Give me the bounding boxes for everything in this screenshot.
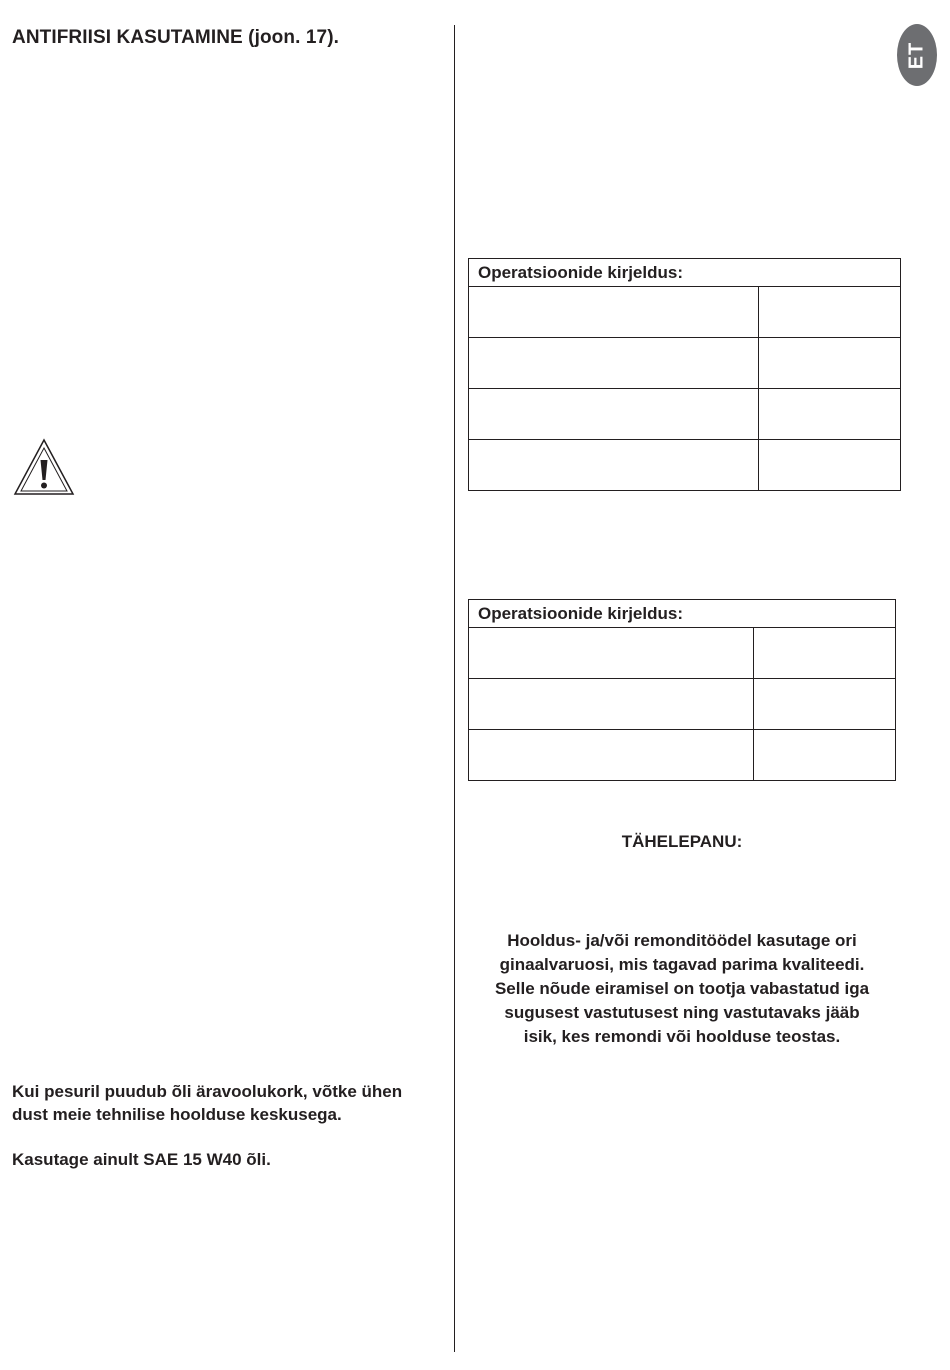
operations-table-2 [468,599,896,781]
table-row [469,679,896,730]
table-row [469,287,901,338]
column-divider [454,25,455,1352]
table-row [469,389,901,440]
attention-line: isik, kes remondi või hoolduse teostas. [523,1027,841,1046]
attention-line: Hooldus- ja/või remonditöödel kasutage ori [507,931,857,950]
table-cell [754,679,896,730]
table-row [469,628,896,679]
attention-heading: TÄHELEPANU: [621,832,743,851]
oil-drain-note [12,1080,452,1126]
table-cell [759,440,901,491]
language-badge-label: ET [905,41,928,69]
attention-line: sugusest vastutusest ning vastutavaks jääb [504,1003,860,1022]
table-cell [759,338,901,389]
table-row [469,338,901,389]
operations-table-1 [468,258,901,491]
table-cell [759,389,901,440]
table-cell [754,628,896,679]
warning-triangle-icon [12,437,76,497]
operations-table-header: Operatsioonide kirjeldus: [469,259,901,287]
table-row [469,730,896,781]
table-cell [469,679,754,730]
operations-table-header: Operatsioonide kirjeldus: [469,600,896,628]
oil-type-note: Kasutage ainult SAE 15 W40 õli. [12,1150,271,1169]
table-cell [469,730,754,781]
table-cell [759,287,901,338]
section-title: ANTIFRIISI KASUTAMINE (joon. 17). [12,27,339,48]
table-cell [469,338,759,389]
table-cell [469,440,759,491]
table-cell [469,389,759,440]
attention-line: Selle nõude eiramisel on tootja vabastatud iga [494,979,870,998]
table-cell [469,628,754,679]
table-row [469,440,901,491]
attention-text [460,929,904,1049]
table-cell [469,287,759,338]
attention-line: ginaalvaruosi, mis tagavad parima kvaliteedi. [499,955,865,974]
table-cell [754,730,896,781]
oil-drain-note-line: Kui pesuril puudub õli äravoolukork, võtke ühen [12,1082,403,1101]
oil-drain-note-line: dust meie tehnilise hoolduse keskusega. [12,1105,342,1124]
language-badge [897,24,937,86]
